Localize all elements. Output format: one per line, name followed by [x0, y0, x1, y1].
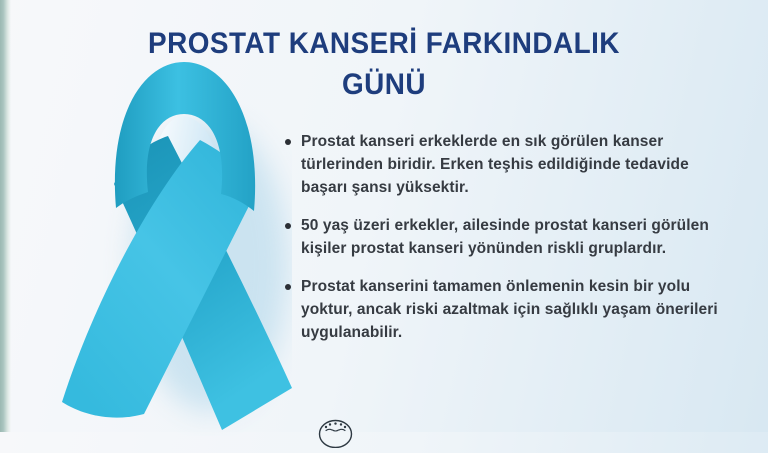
emblem-svg — [318, 418, 354, 448]
list-item: 50 yaş üzeri erkekler, ailesinde prostat kanseri görülen kişiler prostat kanseri yönünden riskli gruplardır. — [283, 214, 739, 260]
ministry-emblem-icon — [318, 418, 354, 448]
list-item: Prostat kanseri erkeklerde en sık görülen kanser türlerinden biridir. Erken teşhis edildiğinde tedavide başarı şansı yüksektir. — [283, 130, 739, 199]
ribbon-svg — [52, 56, 292, 436]
list-item: Prostat kanserini tamamen önlemenin kesin bir yolu yoktur, ancak riski azaltmak için sağlıklı yaşam önerileri uygulanabilir. — [283, 275, 739, 344]
awareness-ribbon-icon — [52, 56, 292, 436]
page-title-line2: GÜNÜ — [341, 68, 427, 102]
page-title-line1: PROSTAT KANSERİ FARKINDALIK — [148, 27, 620, 61]
info-bullet-list — [283, 130, 739, 359]
